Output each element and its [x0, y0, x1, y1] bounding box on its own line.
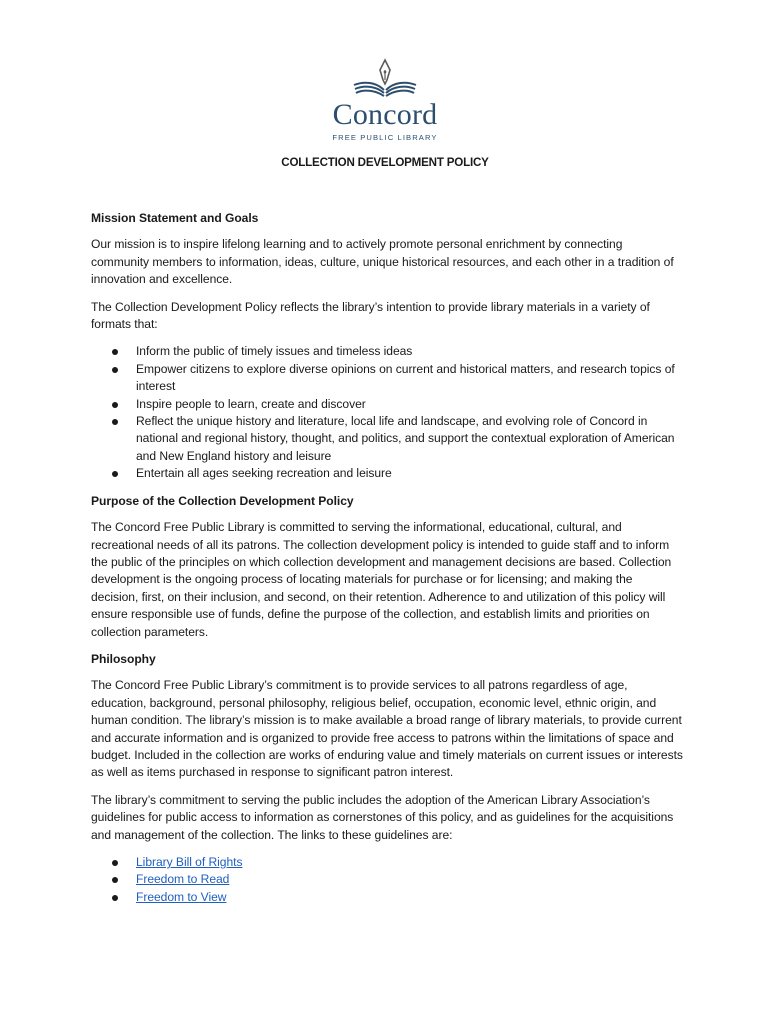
list-item	[91, 854, 683, 871]
freedom-to-view-link[interactable]: Freedom to View	[136, 889, 227, 904]
mission-paragraph: Our mission is to inspire lifelong learning and to actively promote personal enrichment by connecting community members to information, ideas, culture, unique historical resources, and each other in a tradition of innovation and excellence.	[91, 237, 674, 287]
bullet-icon	[112, 877, 118, 883]
list-item	[91, 413, 683, 465]
document-title: COLLECTION DEVELOPMENT POLICY	[281, 156, 489, 169]
bullet-icon	[112, 367, 118, 373]
list-item-text: Entertain all ages seeking recreation and leisure	[136, 466, 392, 481]
guidelines-links-list	[91, 854, 683, 906]
list-item-text: Empower citizens to explore diverse opinions on current and historical matters, and research topics of interest	[136, 361, 675, 394]
document-body	[91, 210, 683, 916]
goals-list	[91, 343, 683, 482]
purpose-paragraph: The Concord Free Public Library is committed to serving the informational, educational, cultural, and recreational needs of all its patrons. The collection development policy is intended to guide staff and to inform the public of the principles on which collection development and management decisions are based. Collection development is the ongoing process of locating materials for purchase or for licensing; and making the decision, first, on their inclusion, and second, on their retention. Adherence to and utilization of this policy will ensure responsible use of funds, define the purpose of the collection, and establish limits and priorities on collection parameters.	[91, 520, 672, 639]
list-item	[91, 871, 683, 888]
freedom-to-read-link[interactable]: Freedom to Read	[136, 872, 230, 887]
list-item	[91, 465, 683, 482]
list-item	[91, 361, 683, 396]
section-heading-philosophy: Philosophy	[91, 651, 156, 666]
philosophy-paragraph: The Concord Free Public Library’s commitment is to provide services to all patrons regardless of age, education, background, personal philosophy, religious belief, occupation, economic level, ethnic origin, and human condition. The library’s mission is to make available a broad range of library materials, to provide current and accurate information and is organized to provide free access to patrons within the limitations of space and budget. Included in the collection are works of enduring value and timely materials on current issues or interests as well as items purchased in response to significant patron interest.	[91, 678, 683, 780]
bullet-icon	[112, 895, 118, 901]
list-item	[91, 889, 683, 906]
logo-subtitle: FREE PUBLIC LIBRARY	[332, 133, 438, 142]
bullet-icon	[112, 860, 118, 866]
logo-wordmark: Concord	[332, 98, 438, 131]
bullet-icon	[112, 349, 118, 355]
list-item	[91, 343, 683, 360]
list-item	[91, 396, 683, 413]
library-bill-of-rights-link[interactable]: Library Bill of Rights	[136, 855, 243, 869]
bullet-icon	[112, 471, 118, 477]
list-item-text: Inform the public of timely issues and timeless ideas	[136, 344, 413, 359]
policy-intro-paragraph: The Collection Development Policy reflects the library’s intention to provide library materials in a variety of formats that:	[91, 299, 650, 332]
section-heading-purpose: Purpose of the Collection Development Policy	[91, 493, 354, 508]
section-heading-mission: Mission Statement and Goals	[91, 211, 259, 225]
guidelines-paragraph: The library’s commitment to serving the public includes the adoption of the American Library Association’s guidelines for public access to information as cornerstones of this policy, and as guidelines for the acquisitions and management of the collection. The links to these guidelines are:	[91, 792, 674, 842]
list-item-text: Reflect the unique history and literature, local life and landscape, and evolving role of Concord in national and regional history, thought, and politics, and support the contextual exploration of American and New England history and leisure	[136, 414, 675, 463]
bullet-icon	[112, 402, 118, 408]
open-book-with-pen-nib-icon	[350, 58, 420, 100]
list-item-text: Inspire people to learn, create and discover	[136, 396, 366, 411]
bullet-icon	[112, 419, 118, 425]
library-logo	[322, 56, 452, 148]
